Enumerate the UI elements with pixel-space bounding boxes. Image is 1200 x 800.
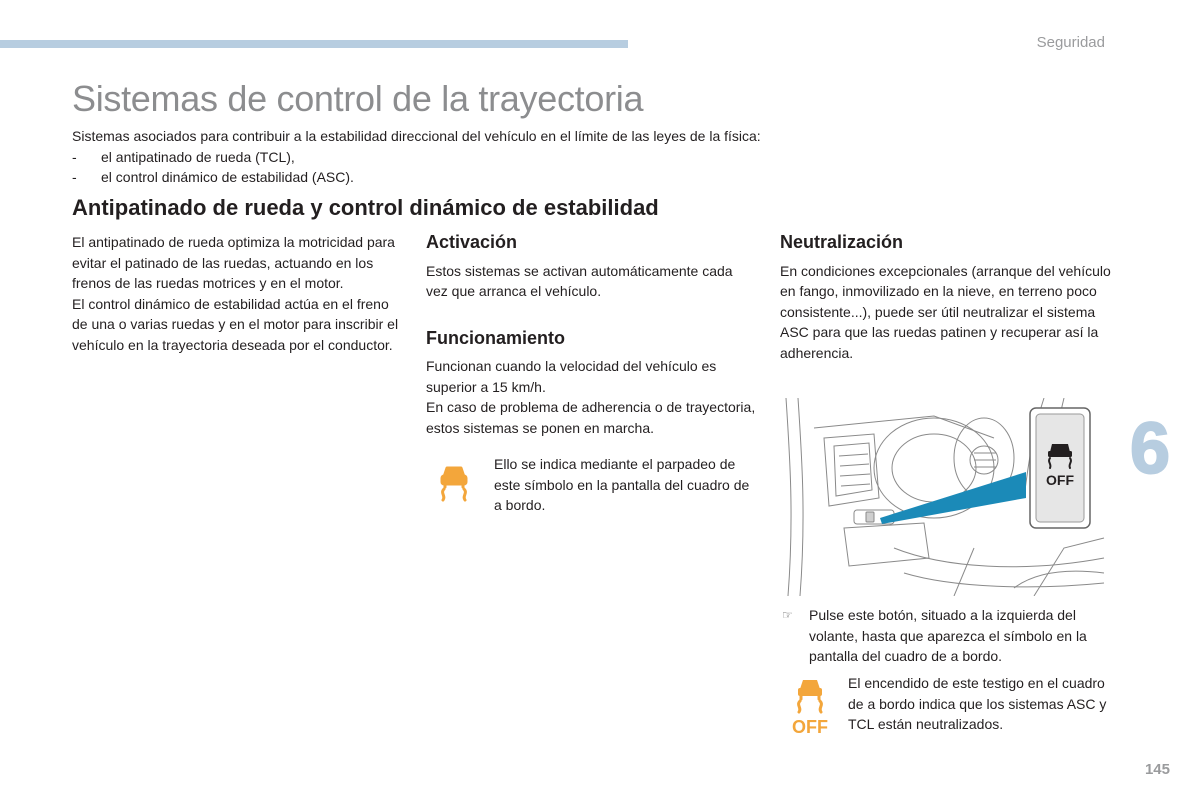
operation-heading: Funcionamiento [426, 327, 565, 348]
column-activation [426, 232, 756, 516]
dashboard-illustration [784, 398, 1106, 596]
warning-note [426, 454, 756, 516]
instruction-note [780, 605, 1115, 667]
list-item: - el control dinámico de estabilidad (ASC). [72, 169, 354, 185]
deactivation-text: En condiciones excepcionales (arranque del vehículo en fango, inmovilizado en la nieve, en terreno poco consistente...), puede ser útil neutralizar el sistema ASC para que las ruedas patinen y recuperar así la adherencia. [780, 262, 1111, 361]
tcl-description: El antipatinado de rueda optimiza la motricidad para evitar el patinado de las ruedas, actuando en los frenos de las ruedas motrices y en el motor. [72, 234, 395, 291]
operation-text-2: En caso de problema de adherencia o de trayectoria, estos sistemas se ponen en marcha. [426, 399, 756, 436]
off-warning-note [780, 673, 1115, 735]
asc-off-button-label: OFF [1046, 472, 1074, 488]
off-warning-text: El encendido de este testigo en el cuadro de a bordo indica que los sistemas ASC y TCL están neutralizados. [848, 675, 1107, 732]
activation-text: Estos sistemas se activan automáticamente cada vez que arranca el vehículo. [426, 262, 733, 299]
column-deactivation [780, 232, 1115, 363]
skid-warning-icon [434, 462, 474, 502]
intro [72, 126, 892, 188]
intro-list [72, 147, 892, 188]
off-icon-label: OFF [792, 717, 828, 737]
instruction-text: Pulse este botón, situado a la izquierda del volante, hasta que aparezca el símbolo en la pantalla del cuadro de a bordo. [809, 607, 1087, 664]
warning-note-text: Ello se indica mediante el parpadeo de este símbolo en la pantalla del cuadro de a bordo. [494, 456, 750, 513]
column-description [72, 232, 402, 355]
section-label: Seguridad [1036, 34, 1105, 51]
section-heading: Antipatinado de rueda y control dinámico de estabilidad [72, 195, 659, 220]
operation-text-1: Funcionan cuando la velocidad del vehículo es superior a 15 km/h. [426, 358, 717, 395]
deactivation-heading: Neutralización [780, 232, 904, 252]
asc-description: El control dinámico de estabilidad actúa en el freno de una o varias ruedas y en el motor para inscribir el vehículo en la trayectoria deseada por el conductor. [72, 295, 399, 353]
list-item: - el antipatinado de rueda (TCL), [72, 148, 295, 165]
pointing-hand-icon: ☞ [782, 608, 793, 622]
page-title: Sistemas de control de la trayectoria [72, 78, 644, 119]
header-accent-bar [0, 40, 628, 48]
chapter-number: 6 [1130, 409, 1171, 489]
skid-off-warning-icon [790, 675, 830, 737]
page-number: 145 [1144, 761, 1170, 778]
activation-heading: Activación [426, 232, 518, 252]
intro-text: Sistemas asociados para contribuir a la estabilidad direccional del vehículo en el límite de las leyes de la física: [72, 128, 761, 144]
